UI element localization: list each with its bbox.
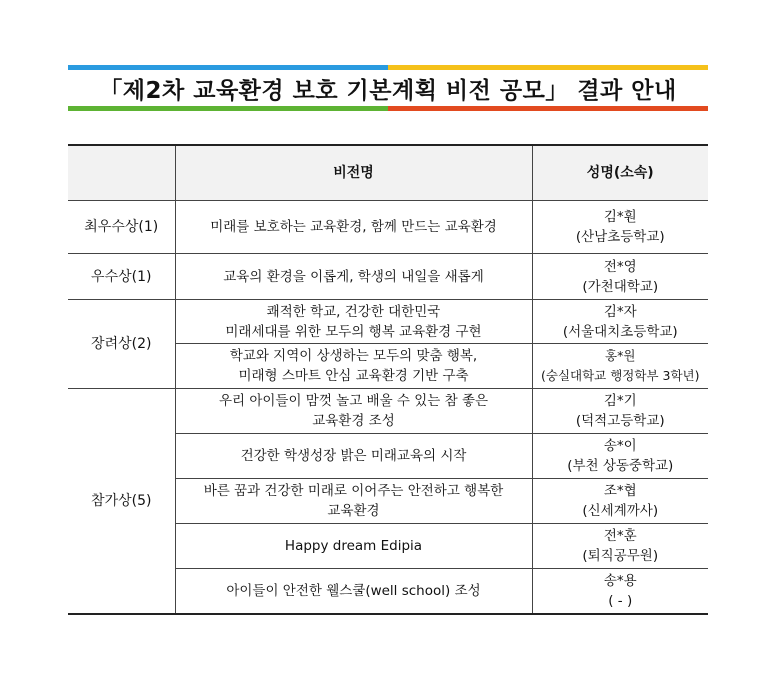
- person-cell: [532, 389, 708, 434]
- results-table: [68, 144, 708, 615]
- banner-bar-green: [68, 106, 388, 111]
- person-name: 조*협: [603, 483, 637, 499]
- vision-cell: 우리 아이들이 맘껏 놀고 배울 수 있는 참 좋은 교육환경 조성: [175, 389, 532, 434]
- vision-cell: 쾌적한 학교, 건강한 대한민국 미래세대를 위한 모두의 행복 교육환경 구현: [175, 300, 532, 344]
- person-affiliation: (서울대치초등학교): [562, 323, 678, 340]
- award-cell: 우수상(1): [68, 254, 175, 300]
- person-cell: [532, 479, 708, 524]
- table-row: [68, 300, 708, 344]
- person-cell: [532, 254, 708, 300]
- person-cell: [532, 434, 708, 479]
- person-cell: [532, 524, 708, 569]
- title-banner: [68, 65, 708, 111]
- person-name: 김*자: [603, 303, 637, 320]
- vision-cell: 건강한 학생성장 밝은 미래교육의 시작: [175, 434, 532, 479]
- person-affiliation: (신세계까사): [582, 503, 659, 519]
- header-person: 성명(소속): [532, 145, 708, 201]
- vision-cell: 학교와 지역이 상생하는 모두의 맞춤 행복, 미래형 스마트 안심 교육환경 기반 구축: [175, 344, 532, 389]
- banner-bar-yellow: [388, 65, 708, 70]
- person-cell: [532, 300, 708, 344]
- person-name: 전*영: [603, 258, 637, 275]
- table-header-row: [68, 145, 708, 201]
- person-affiliation: (산남초등학교): [575, 229, 665, 245]
- table-row: [68, 201, 708, 254]
- vision-cell: 미래를 보호하는 교육환경, 함께 만드는 교육환경: [175, 201, 532, 254]
- person-affiliation: ( - ): [608, 592, 633, 609]
- table-row: [68, 254, 708, 300]
- header-vision: 비전명: [175, 145, 532, 201]
- person-affiliation: (부천 상동중학교): [567, 458, 674, 474]
- vision-cell: 교육의 환경을 이롭게, 학생의 내일을 새롭게: [175, 254, 532, 300]
- banner-bar-red: [388, 106, 708, 111]
- person-cell: [532, 344, 708, 389]
- person-affiliation: (숭실대학교 행정학부 3학년): [541, 368, 700, 383]
- table-row: [68, 389, 708, 434]
- person-affiliation: (퇴직공무원): [582, 548, 659, 564]
- person-name: 송*이: [603, 438, 637, 454]
- person-affiliation: (덕적고등학교): [575, 413, 665, 429]
- vision-cell: 아이들이 안전한 웰스쿨(well school) 조성: [175, 569, 532, 614]
- person-affiliation: (가천대학교): [582, 278, 659, 295]
- person-name: 전*훈: [603, 528, 637, 544]
- header-category: [68, 145, 175, 201]
- person-cell: [532, 569, 708, 614]
- page-title: 「제2차 교육환경 보호 기본계획 비전 공모」 결과 안내: [99, 77, 677, 104]
- award-cell: 장려상(2): [68, 300, 175, 389]
- award-cell: 최우수상(1): [68, 201, 175, 254]
- person-name: 김*기: [603, 393, 637, 409]
- vision-cell: Happy dream Edipia: [175, 524, 532, 569]
- vision-cell: 바른 꿈과 건강한 미래로 이어주는 안전하고 행복한 교육환경: [175, 479, 532, 524]
- person-name: 홍*원: [605, 348, 636, 363]
- person-name: 김*훤: [603, 209, 637, 225]
- person-cell: [532, 201, 708, 254]
- person-name: 송*용: [603, 572, 637, 589]
- award-cell: 참가상(5): [68, 389, 175, 614]
- banner-bar-blue: [68, 65, 388, 70]
